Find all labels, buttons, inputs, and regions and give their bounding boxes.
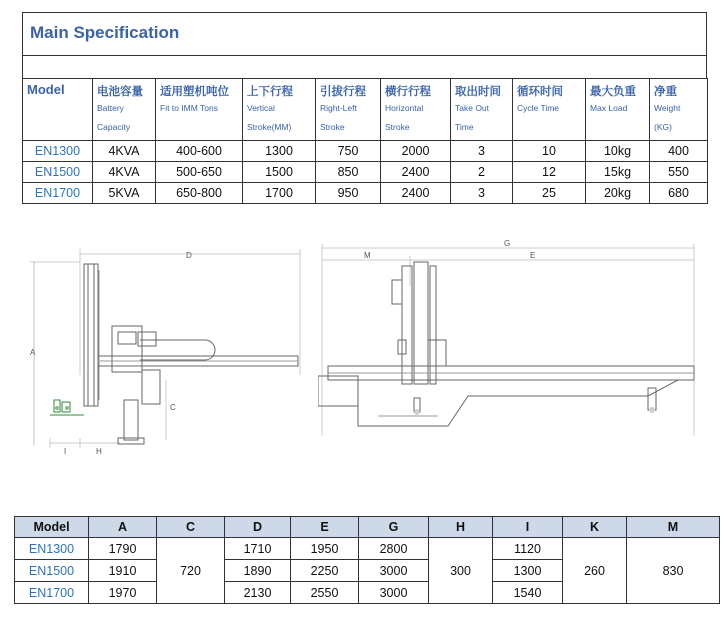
- spec-header-vertical: 上下行程 Vertical Stroke(MM): [243, 79, 316, 141]
- spec-cell: 2000: [381, 141, 451, 162]
- spec-cell: 1300: [243, 141, 316, 162]
- spec-header-imm: 适用塑机吨位 Fit to IMM Tons: [156, 79, 243, 141]
- spec-header-rightleft: 引拔行程 Right-Left Stroke: [316, 79, 381, 141]
- spec-cell: EN1300: [23, 141, 93, 162]
- spec-header-takeout: 取出时间 Take Out Time: [451, 79, 513, 141]
- dim-header: E: [291, 517, 359, 538]
- spec-cell: 650-800: [156, 183, 243, 204]
- spec-cell: 1700: [243, 183, 316, 204]
- dim-header: G: [359, 517, 429, 538]
- spec-title: Main Specification: [22, 12, 707, 56]
- dimension-header-row: [15, 517, 720, 538]
- dim-cell: EN1500: [15, 560, 89, 582]
- spec-header-weight: 净重 Weight (KG): [650, 79, 708, 141]
- spec-cell: 25: [513, 183, 586, 204]
- dim-cell: 2130: [225, 582, 291, 604]
- dim-cell-m: 830: [627, 538, 720, 604]
- dim-cell: EN1300: [15, 538, 89, 560]
- spec-cell: 4KVA: [93, 162, 156, 183]
- dim-cell: 1540: [493, 582, 563, 604]
- dim-cell: 1790: [89, 538, 157, 560]
- spec-cell: 500-650: [156, 162, 243, 183]
- dimension-label-c: C: [170, 403, 176, 412]
- dim-cell: 1890: [225, 560, 291, 582]
- spec-row-en1700: [23, 183, 708, 204]
- dim-header: K: [563, 517, 627, 538]
- spec-cell: 2400: [381, 162, 451, 183]
- dim-header: M: [627, 517, 720, 538]
- dim-cell: 1120: [493, 538, 563, 560]
- spec-cell: 1500: [243, 162, 316, 183]
- spec-cell: 550: [650, 162, 708, 183]
- dim-header: Model: [15, 517, 89, 538]
- spec-cell: 15kg: [586, 162, 650, 183]
- spec-header-row: [23, 79, 708, 141]
- spec-header-cycle: 循环时间 Cycle Time: [513, 79, 586, 141]
- spec-cell: 3: [451, 141, 513, 162]
- dim-header: A: [89, 517, 157, 538]
- spec-cell: 2: [451, 162, 513, 183]
- spec-header-horizontal: 横行行程 Horizontal Stroke: [381, 79, 451, 141]
- dimension-label-i: I: [64, 447, 67, 456]
- spec-header-battery: 电池容量 Battery Capacity: [93, 79, 156, 141]
- spec-cell: 10: [513, 141, 586, 162]
- dim-cell: 2550: [291, 582, 359, 604]
- dim-cell-c: 720: [157, 538, 225, 604]
- spec-cell: 4KVA: [93, 141, 156, 162]
- spec-cell: EN1700: [23, 183, 93, 204]
- dim-header: H: [429, 517, 493, 538]
- dim-cell-k: 260: [563, 538, 627, 604]
- dim-cell: 2800: [359, 538, 429, 560]
- spec-cell: 10kg: [586, 141, 650, 162]
- spec-cell: 2400: [381, 183, 451, 204]
- dim-cell: 1950: [291, 538, 359, 560]
- dim-cell: 3000: [359, 582, 429, 604]
- spec-cell: 950: [316, 183, 381, 204]
- dimension-label-a: A: [30, 348, 36, 357]
- spec-cell: 20kg: [586, 183, 650, 204]
- spec-cell: 680: [650, 183, 708, 204]
- spec-header-model: Model: [23, 79, 93, 141]
- dimension-label-m: M: [364, 251, 371, 260]
- dimension-table: [14, 516, 720, 604]
- dim-cell: 3000: [359, 560, 429, 582]
- dimension-row-en1300: [15, 538, 720, 560]
- spec-cell: 3: [451, 183, 513, 204]
- main-specification: [22, 12, 707, 204]
- spec-cell: 5KVA: [93, 183, 156, 204]
- dimension-label-g: G: [504, 239, 511, 248]
- spec-header-maxload: 最大负重 Max Load: [586, 79, 650, 141]
- dim-cell: 1710: [225, 538, 291, 560]
- dim-cell: EN1700: [15, 582, 89, 604]
- dimension-label-d: D: [186, 251, 192, 260]
- dim-header: I: [493, 517, 563, 538]
- spec-cell: 12: [513, 162, 586, 183]
- dim-cell: 1300: [493, 560, 563, 582]
- spec-table: [22, 78, 708, 204]
- dimension-label-e: E: [530, 251, 536, 260]
- spec-gap: [22, 56, 707, 78]
- dim-header: C: [157, 517, 225, 538]
- spec-cell: 400: [650, 141, 708, 162]
- side-view-drawing: [20, 240, 310, 465]
- spec-row-en1500: [23, 162, 708, 183]
- spec-cell: EN1500: [23, 162, 93, 183]
- spec-cell: 850: [316, 162, 381, 183]
- dim-cell: 1970: [89, 582, 157, 604]
- dim-header: D: [225, 517, 291, 538]
- spec-cell: 400-600: [156, 141, 243, 162]
- spec-row-en1300: [23, 141, 708, 162]
- dimension-label-h: H: [96, 447, 102, 456]
- front-view-drawing: [318, 236, 698, 451]
- dim-cell-h: 300: [429, 538, 493, 604]
- dim-cell: 2250: [291, 560, 359, 582]
- dim-cell: 1910: [89, 560, 157, 582]
- spec-cell: 750: [316, 141, 381, 162]
